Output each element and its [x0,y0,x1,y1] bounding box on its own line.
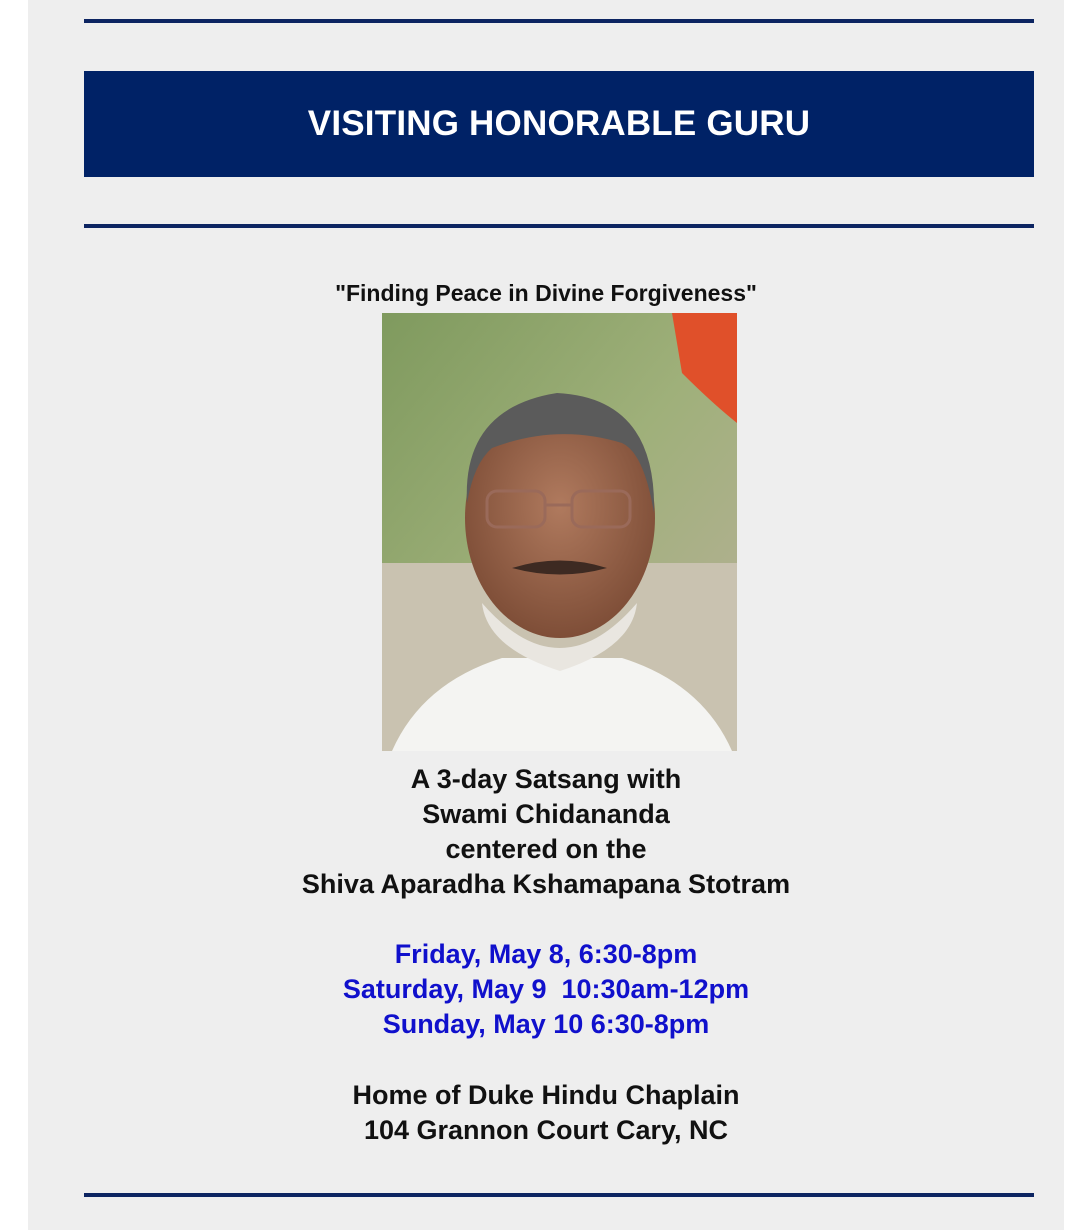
guru-portrait-image [382,313,737,751]
top-divider [84,19,1034,23]
guru-photo [382,313,737,751]
header-banner [84,71,1034,177]
schedule-friday: Friday, May 8, 6:30-8pm [394,939,698,969]
event-venue [28,1078,1064,1148]
banner-divider [84,224,1034,228]
banner-title: VISITING HONORABLE GURU [307,104,811,143]
schedule-sunday: Sunday, May 10 6:30-8pm [382,1009,710,1039]
description-line-3: centered on the [445,834,647,864]
description-line-1: A 3-day Satsang with [410,764,682,794]
venue-address: 104 Grannon Court Cary, NC [363,1115,729,1145]
bottom-divider [84,1193,1034,1197]
schedule-saturday: Saturday, May 9 10:30am-12pm [342,974,750,1004]
event-quote: "Finding Peace in Divine Forgiveness" [335,280,757,306]
event-schedule [28,937,1064,1042]
description-line-4: Shiva Aparadha Kshamapana Stotram [301,869,791,899]
flyer-page [28,0,1064,1230]
venue-name: Home of Duke Hindu Chaplain [352,1080,740,1110]
event-description [28,762,1064,902]
description-line-2: Swami Chidananda [422,799,670,829]
